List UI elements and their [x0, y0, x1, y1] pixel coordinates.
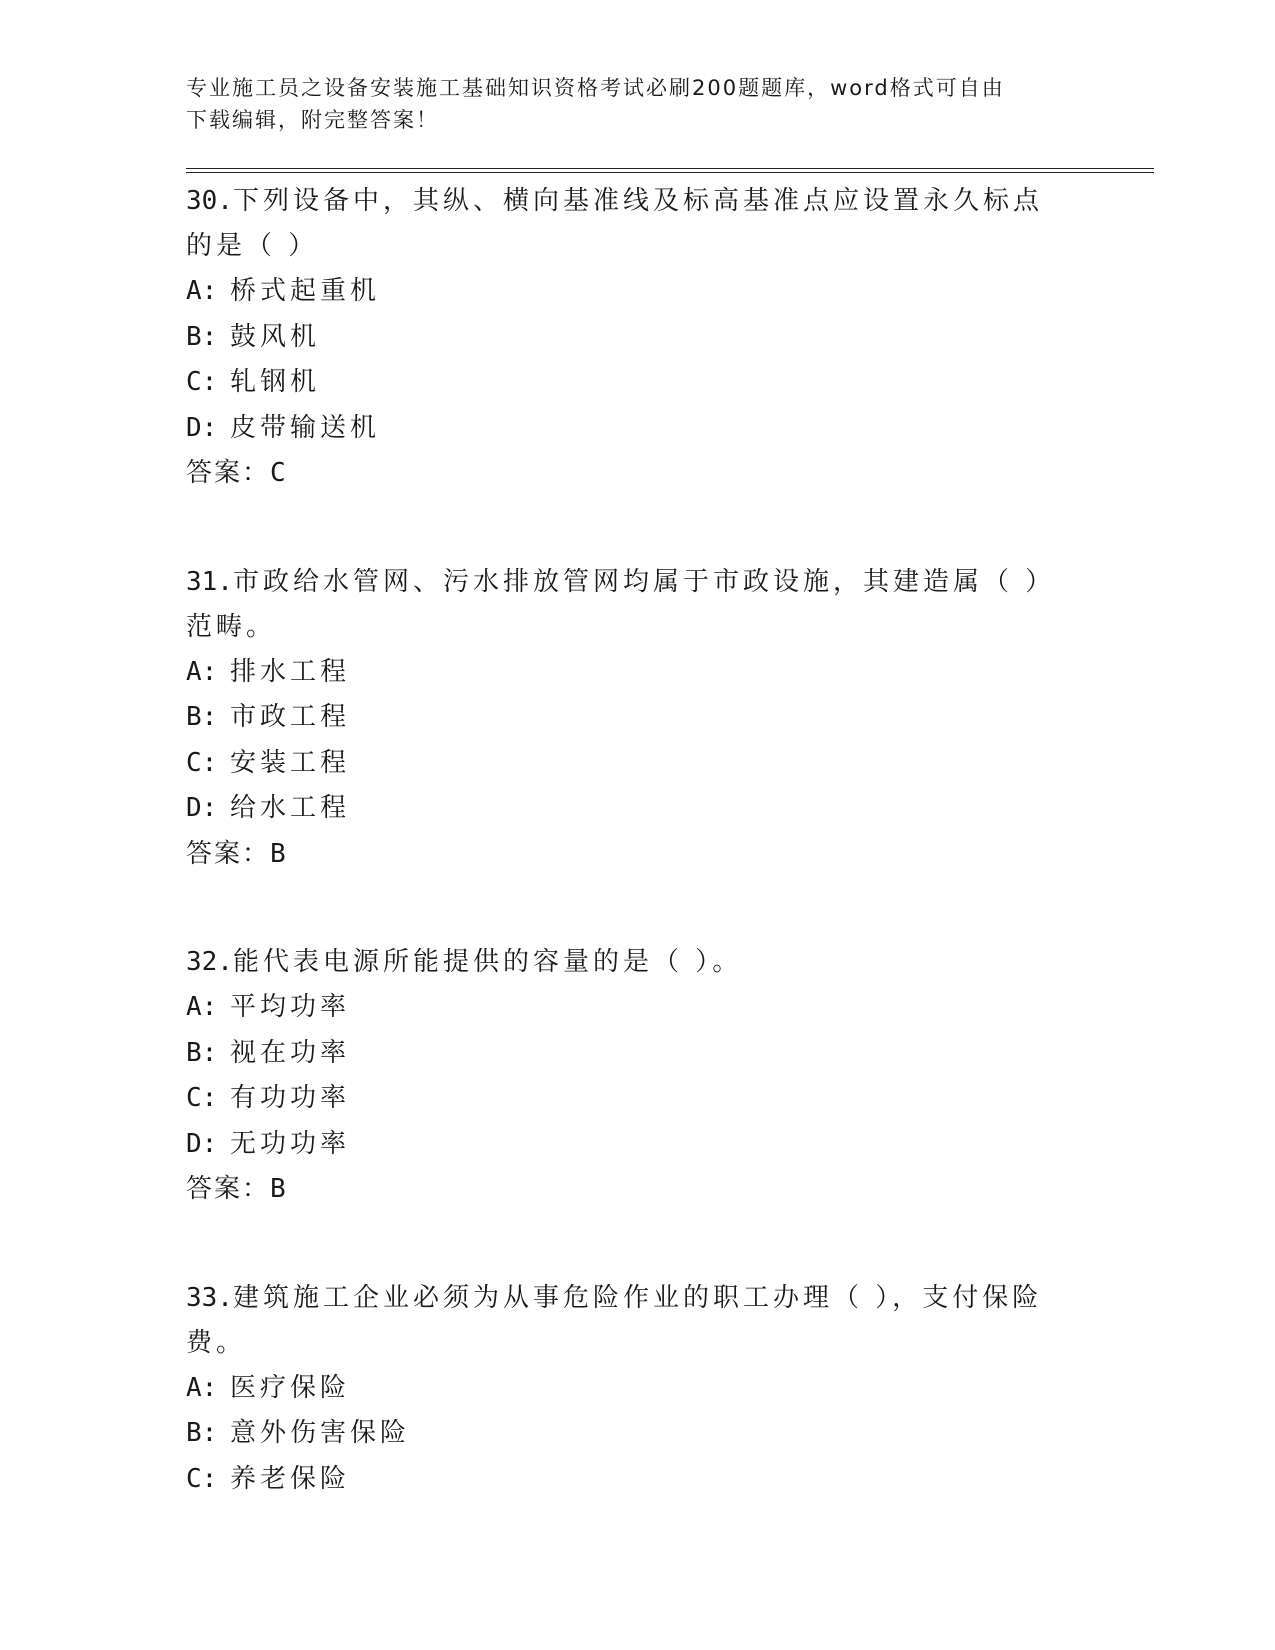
question-stem [186, 560, 1066, 650]
option-c: C: 安装工程 [186, 747, 351, 778]
answer-line: 答案：B [186, 1174, 288, 1204]
option-c: C: 有功功率 [186, 1083, 351, 1113]
question-number: 32. [186, 947, 233, 977]
question-number: 33. [186, 1282, 233, 1313]
question-number: 30. [186, 186, 233, 216]
question-stem [186, 1276, 1066, 1366]
question-text: 能代表电源所能提供的容量的是（ ）。 [232, 947, 743, 977]
option-b: B: 视在功率 [186, 1037, 351, 1068]
question-stem [186, 940, 1066, 985]
answer-value: B [270, 838, 288, 869]
question-31 [186, 560, 1146, 878]
question-text: 建筑施工企业必须为从事危险作业的职工办理（ ），支付保险费。 [186, 1282, 1043, 1358]
option-a: A: 排水工程 [186, 656, 351, 687]
option-a: A: 医疗保险 [186, 1372, 351, 1403]
question-33 [186, 1276, 1146, 1503]
answer-line: 答案：C [186, 458, 288, 488]
option-a: A: 平均功率 [186, 992, 351, 1022]
option-d: D: 皮带输送机 [186, 412, 381, 443]
question-stem [186, 179, 1066, 269]
answer-line: 答案：B [186, 838, 288, 869]
option-d: D: 给水工程 [186, 793, 351, 823]
option-a: A: 桥式起重机 [186, 276, 381, 306]
document-page [186, 72, 1146, 1502]
option-b: B: 鼓风机 [186, 321, 321, 352]
option-b: B: 市政工程 [186, 702, 351, 732]
option-c: C: 养老保险 [186, 1463, 351, 1494]
option-b: B: 意外伤害保险 [186, 1418, 411, 1448]
question-text: 下列设备中，其纵、横向基准线及标高基准点应设置永久标点的是（ ） [186, 186, 1043, 261]
answer-value: C [270, 458, 288, 488]
header-line-1: 专业施工员之设备安装施工基础知识资格考试必刷200题题库，word格式可自由 [186, 76, 1005, 100]
answer-value: B [270, 1174, 288, 1204]
header-divider [186, 168, 1154, 173]
option-c: C: 轧钢机 [186, 367, 321, 397]
question-30 [186, 179, 1146, 497]
header-line-2: 下载编辑，附完整答案！ [186, 108, 439, 132]
option-d: D: 无功功率 [186, 1128, 351, 1159]
question-number: 31. [186, 566, 233, 597]
question-32 [186, 940, 1146, 1213]
document-header [186, 72, 1066, 136]
question-text: 市政给水管网、污水排放管网均属于市政设施，其建造属（ ）范畴。 [186, 566, 1056, 642]
